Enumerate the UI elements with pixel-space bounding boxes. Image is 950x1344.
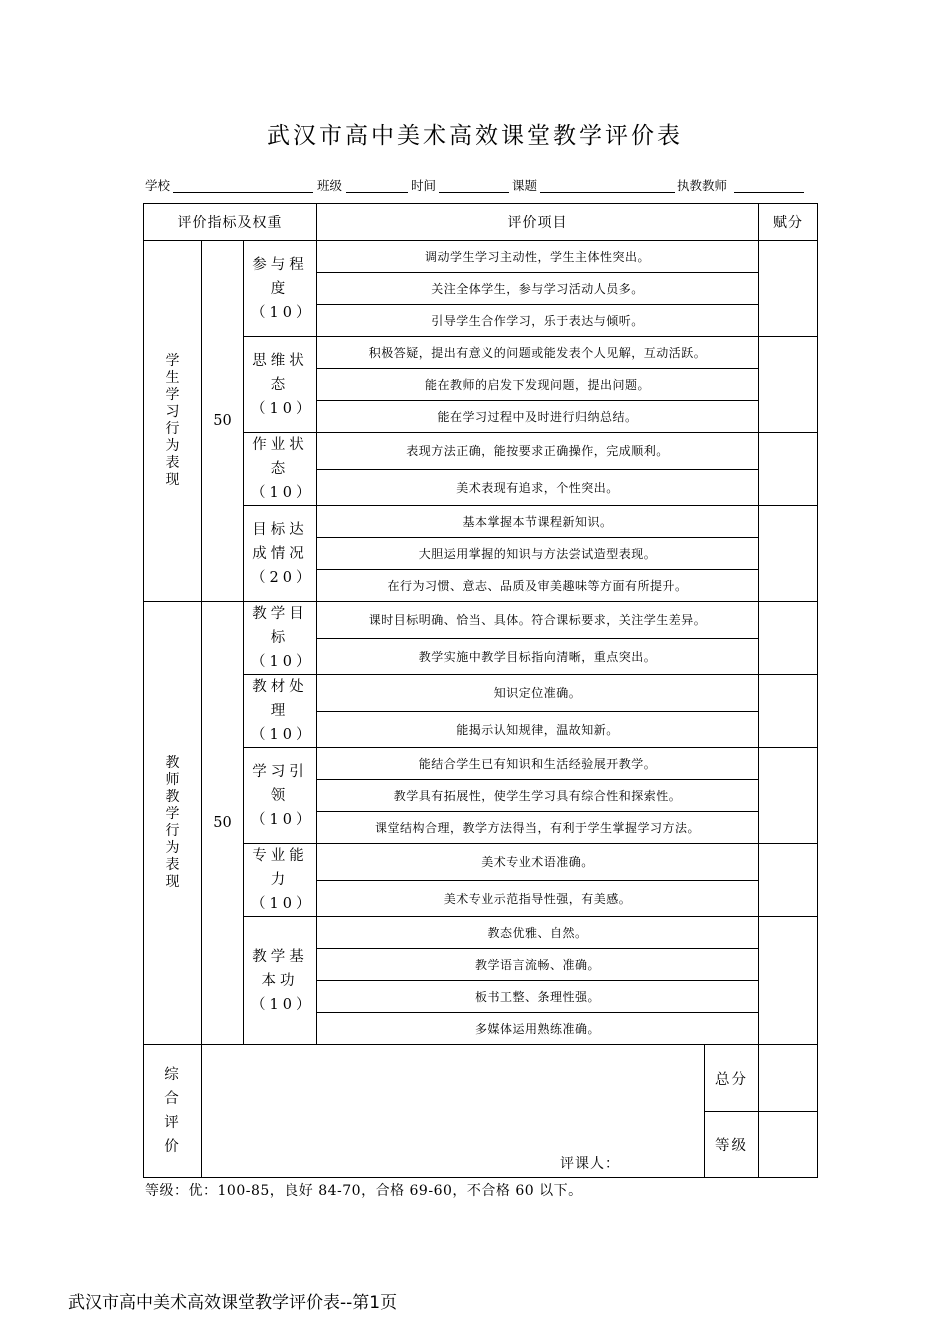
criterion-label [244,748,317,844]
evaluation-item: 美术专业示范指导性强，有美感。 [317,880,759,917]
summary-row [144,1045,818,1112]
table-row [144,506,818,538]
topic-label: 课题 [512,178,538,193]
evaluation-item: 大胆运用掌握的知识与方法尝试造型表现。 [317,538,759,570]
score-cell[interactable] [759,748,818,844]
score-cell[interactable] [759,241,818,337]
table-row [144,241,818,273]
evaluation-item: 引导学生合作学习，乐于表达与倾听。 [317,305,759,337]
time-label: 时间 [411,178,437,193]
evaluation-item: 关注全体学生，参与学习活动人员多。 [317,273,759,305]
school-blank[interactable] [173,192,313,193]
criterion-label [244,844,317,917]
criterion-name: 作业状态（10） [251,437,315,501]
school-label: 学校 [145,178,171,193]
criterion-name: 教学目标（10） [251,606,315,670]
criterion-label [244,241,317,337]
topic-blank[interactable] [540,192,675,193]
table-row [144,844,818,881]
score-cell[interactable] [759,506,818,602]
criterion-label [244,337,317,433]
evaluation-item: 能结合学生已有知识和生活经验展开教学。 [317,748,759,780]
section-weight: 50 [202,602,244,1045]
time-blank[interactable] [439,192,509,193]
section-label [144,241,202,602]
teacher-label: 执教教师 [677,178,728,193]
score-cell[interactable] [759,675,818,748]
evaluation-item: 表现方法正确，能按要求正确操作，完成顺利。 [317,433,759,470]
section-name: 学生学习行为表现 [165,353,180,488]
class-blank[interactable] [346,192,408,193]
evaluation-item: 板书工整、条理性强。 [317,981,759,1013]
reviewer-label: 评课人： [560,1156,621,1172]
evaluation-item: 基本掌握本节课程新知识。 [317,506,759,538]
evaluation-item: 课堂结构合理，教学方法得当，有利于学生掌握学习方法。 [317,812,759,844]
score-cell[interactable] [759,433,818,506]
section-name: 教师教学行为表现 [165,755,180,890]
criterion-name: 教材处理（10） [251,679,315,743]
table-row [144,917,818,949]
evaluation-item: 课时目标明确、恰当、具体。符合课标要求，关注学生差异。 [317,602,759,639]
table-row [144,337,818,369]
header-fields [145,176,815,196]
grades-note: 等级：优：100-85，良好 84-70，合格 69-60，不合格 60 以下。 [145,1183,583,1199]
criterion-name: 教学基本功（10） [251,948,315,1013]
items-header: 评价项目 [317,204,759,241]
evaluation-item: 教态优雅、自然。 [317,917,759,949]
score-cell[interactable] [759,917,818,1045]
page-footer: 武汉市高中美术高效课堂教学评价表--第1页 [68,1293,398,1313]
evaluation-item: 美术专业术语准确。 [317,844,759,881]
grade-cell[interactable] [759,1112,818,1178]
page-title: 武汉市高中美术高效课堂教学评价表 [267,123,683,149]
total-score-cell[interactable] [759,1045,818,1112]
evaluation-table [143,203,818,1178]
summary-comment-area[interactable] [202,1045,705,1178]
criterion-name: 思维状态（10） [251,352,315,417]
criterion-label [244,602,317,675]
table-row [144,675,818,712]
evaluation-item: 在行为习惯、意志、品质及审美趣味等方面有所提升。 [317,570,759,602]
criterion-label [244,917,317,1045]
total-label: 总分 [705,1045,759,1112]
evaluation-item: 积极答疑，提出有意义的问题或能发表个人见解，互动活跃。 [317,337,759,369]
table-row [144,602,818,639]
section-weight: 50 [202,241,244,602]
evaluation-item: 教学语言流畅、准确。 [317,949,759,981]
grade-label: 等级 [705,1112,759,1178]
criterion-label [244,675,317,748]
header-row [144,204,818,241]
score-cell[interactable] [759,337,818,433]
section-label [144,602,202,1045]
score-cell[interactable] [759,602,818,675]
evaluation-item: 美术表现有追求，个性突出。 [317,469,759,506]
criterion-label [244,433,317,506]
evaluation-item: 教学具有拓展性，使学生学习具有综合性和探索性。 [317,780,759,812]
score-cell[interactable] [759,844,818,917]
score-header: 赋分 [759,204,818,241]
evaluation-item: 能在学习过程中及时进行归纳总结。 [317,401,759,433]
criterion-name: 学习引领（10） [251,763,315,828]
criterion-name: 目标达成情况（20） [251,521,315,586]
evaluation-item: 调动学生学习主动性，学生主体性突出。 [317,241,759,273]
evaluation-item: 能揭示认知规律，温故知新。 [317,711,759,748]
table-row [144,748,818,780]
evaluation-item: 知识定位准确。 [317,675,759,712]
evaluation-item: 教学实施中教学目标指向清晰，重点突出。 [317,638,759,675]
criterion-label [244,506,317,602]
class-label: 班级 [317,178,343,193]
criterion-name: 参与程度（10） [251,256,315,321]
evaluation-item: 多媒体运用熟练准确。 [317,1013,759,1045]
teacher-blank[interactable] [734,192,804,193]
indicator-header: 评价指标及权重 [144,204,317,241]
criterion-name: 专业能力（10） [251,848,315,912]
summary-label-cell [144,1045,202,1178]
summary-label: 综合评价 [164,1067,181,1155]
table-row [144,433,818,470]
evaluation-item: 能在教师的启发下发现问题，提出问题。 [317,369,759,401]
